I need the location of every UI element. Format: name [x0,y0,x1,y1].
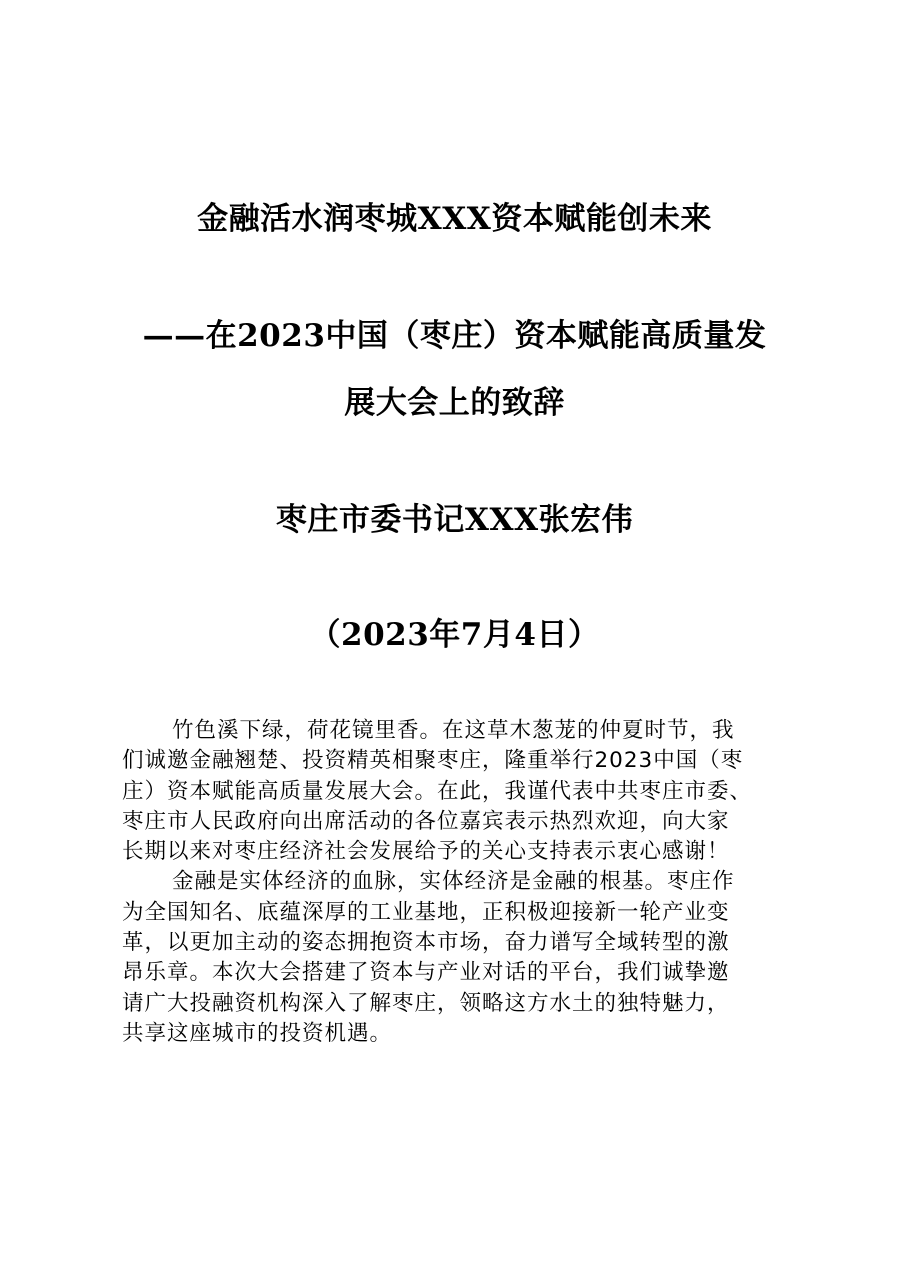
paragraph-line: 金融是实体经济的血脉，实体经济是金融的根基。枣庄作 [172,869,735,895]
paragraph-line: 昂乐章。本次大会搭建了资本与产业对话的平台，我们诚挚邀 [122,960,730,986]
document-title: 金融活水润枣城XXX资本赋能创未来 [197,201,712,237]
document-subtitle-line-1: ——在2023中国（枣庄）资本赋能高质量发 [142,318,767,354]
paragraph-line: 长期以来对枣庄经济社会发展给予的关心支持表示衷心感谢！ [122,839,730,865]
paragraph-line: 革，以更加主动的姿态拥抱资本市场，奋力谱写全域转型的激 [122,930,730,956]
paragraph-line: 枣庄市人民政府向出席活动的各位嘉宾表示热烈欢迎，向大家 [122,808,730,834]
paragraph-1 [122,716,798,867]
speech-body [122,716,798,1049]
speaker-name: 枣庄市委书记XXX张宏伟 [275,502,634,538]
paragraph-line: 共享这座城市的投资机遇。 [122,1020,393,1046]
paragraph-line: 竹色溪下绿，荷花镜里香。在这草木葱茏的仲夏时节，我 [172,718,735,743]
paragraph-line: 庄）资本赋能高质量发展大会。在此，我谨代表中共枣庄市委、 [122,778,753,804]
document-subtitle-line-2: 展大会上的致辞 [344,385,565,421]
paragraph-2 [122,867,798,1049]
paragraph-line: 们诚邀金融翘楚、投资精英相聚枣庄，隆重举行2023中国（枣 [122,748,744,774]
paragraph-line: 请广大投融资机构深入了解枣庄，领略这方水土的独特魅力， [122,990,730,1016]
speech-date: （2023年7月4日） [309,617,600,653]
paragraph-line: 为全国知名、底蕴深厚的工业基地，正积极迎接新一轮产业变 [122,899,730,925]
